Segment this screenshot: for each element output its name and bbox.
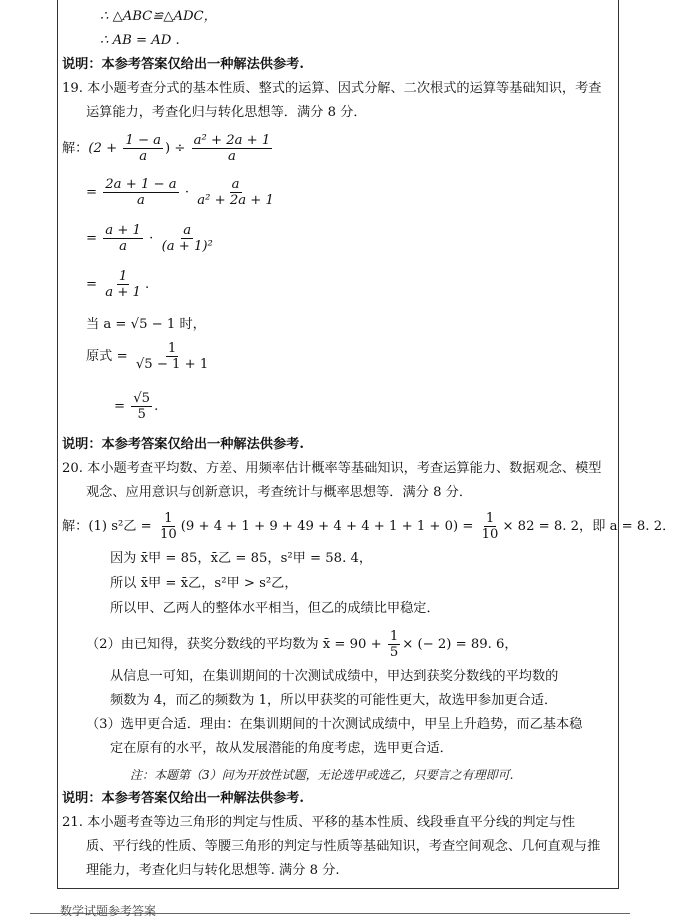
q19-result: = $\frac{√5}{5}$ .: [114, 391, 159, 422]
fraction: $\frac{\text{a² + 2a + 1}}{a}$: [193, 133, 271, 164]
q20-part2-text2: 频数为 4，而乙的频数为 1，所以甲获奖的可能性更大，故选甲参加更合适．: [110, 693, 558, 708]
q19-original-expr: 原式 = $\frac{1}{√5 - 1 + 1}$: [86, 341, 209, 372]
q20-part3-text2: 定在原有的水平，故从发展潜能的角度考虑，选甲更合适．: [110, 741, 453, 756]
q20-intro-line1: 20. 本小题考查平均数、方差、用频率估计概率等基础知识，考查运算能力、数据观念、模型: [62, 461, 602, 476]
q20-remark: 注：本题第（3）问为开放性试题，无论选甲或选乙，只要言之有理即可.: [130, 768, 514, 782]
q20-means: 因为 x̄甲 = 85，x̄乙 = 85，s²甲 = 58. 4，: [110, 551, 373, 566]
q20-part2: （2）由已知得，获奖分数线的平均数为 x̄ = 90 + $\frac{1}{5}$ × (− 2) = 89. 6，: [86, 629, 518, 660]
q21-intro-line3: 理能力，考查化归与转化思想等. 满分 8 分.: [86, 863, 340, 878]
q20-conclusion1: 所以甲、乙两人的整体水平相当，但乙的成绩比甲稳定．: [110, 601, 440, 616]
q20-part2-text1: 从信息一可知，在集训期间的十次测试成绩中，甲达到获奖分数线的平均数的: [110, 669, 559, 684]
q19-intro-line1: 19. 本小题考查分式的基本性质、整式的运算、因式分解、二次根式的运算等基础知识，考查: [62, 81, 602, 96]
q21-intro-line2: 质、平行线的性质、等腰三角形的判定与性质等基础知识，考查空间观念、几何直观与推: [86, 839, 601, 854]
q19-intro-line2: 运算能力，考查化归与转化思想等．满分 8 分．: [86, 105, 367, 120]
page-footer: 数学试题参考答案: [60, 904, 157, 918]
q20-part3-text1: （3）选甲更合适．理由：在集训期间的十次测试成绩中，甲呈上升趋势，而乙基本稳: [86, 717, 583, 732]
q20-compare: 所以 x̄甲 = x̄乙，s²甲 > s²乙，: [110, 576, 298, 591]
congruence-line: ∴ △ABC≌△ADC，: [100, 9, 217, 24]
q19-step1: 解：(2 + $\frac{1 - a}{a}$ ) ÷ $\frac{\text{a² + 2a + 1}}{a}$: [62, 133, 271, 164]
q20-intro-line2: 观念、应用意识与创新意识，考查统计与概率思想等．满分 8 分．: [86, 485, 473, 500]
q19-step2: = $\frac{2a + 1 - a}{a}$ · $\frac{a}{\text{a² + 2a + 1}}$: [86, 177, 274, 208]
fraction: $\frac{1 - a}{a}$: [125, 133, 162, 164]
note-line: 说明：本参考答案仅给出一种解法供参考.: [62, 57, 304, 72]
q20-part1: 解：(1) s²乙 = $\frac{1}{10}$ (9 + 4 + 1 + 9 + 49 + 4 + 4 + 1 + 1 + 0) = $\frac{1}{10}$ × 82 = 8. 2，即 a = 8. 2．: [62, 511, 675, 542]
q19-substitution: 当 a = √5 − 1 时，: [86, 317, 206, 332]
solution-label: 解：: [62, 141, 89, 156]
q21-intro-line1: 21. 本小题考查等边三角形的判定与性质、平移的基本性质、线段垂直平分线的判定与性: [62, 815, 576, 830]
conclusion-line: ∴ AB = AD .: [100, 33, 180, 48]
note-line: 说明：本参考答案仅给出一种解法供参考.: [62, 437, 304, 452]
note-line: 说明：本参考答案仅给出一种解法供参考.: [62, 791, 304, 806]
q19-step4: = $\frac{1}{a + 1}$ .: [86, 269, 150, 300]
q19-step3: = $\frac{a + 1}{a}$ · $\frac{a}{\text{(a + 1)²}}$: [86, 223, 213, 254]
